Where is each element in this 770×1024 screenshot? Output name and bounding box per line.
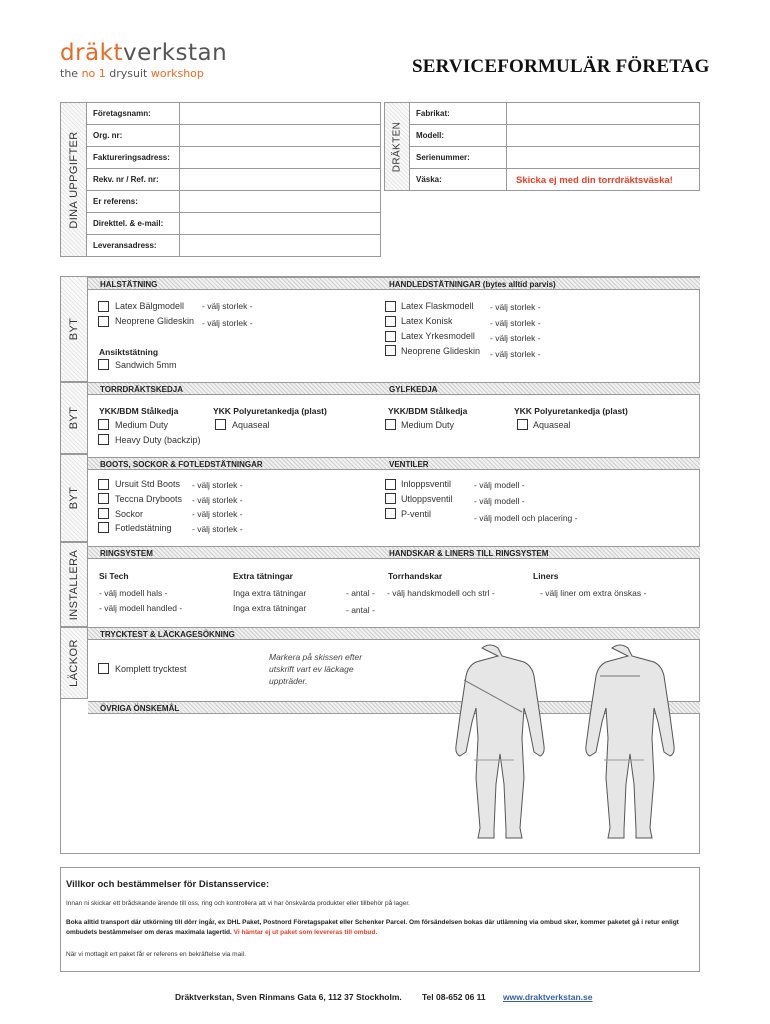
- ovriga-textarea[interactable]: [88, 715, 408, 853]
- select-modell-handled[interactable]: - välj modell handled -: [99, 603, 183, 613]
- field-rekv: Rekv. nr / Ref. nr:: [86, 168, 381, 191]
- checkbox-trycktest[interactable]: [98, 663, 109, 674]
- field-fabrikat: Fabrikat:: [409, 102, 700, 125]
- select-storlek-teccna[interactable]: - välj storlek -: [192, 495, 243, 505]
- header-halstatning: HALSTÄTNING: [88, 277, 377, 290]
- terms-p2: Boka alltid transport där utkörning till dörr ingår, ex DHL Paket, Postnord Företagspaket eller Schenker Parcel. Om försändelsen bokas där utlämning via ombud sker, kommer paketet gå i retur enligt ombudets bestämmelser om deras maximala lagertid. Vi hämtar ej ut paket som levereras till ombud.: [66, 919, 679, 936]
- byt-sidebar-2: BYT: [60, 382, 88, 454]
- checkbox-aquaseal-left[interactable]: [215, 419, 226, 430]
- input-leverans[interactable]: [179, 235, 380, 256]
- select-storlek-flask[interactable]: - välj storlek -: [490, 302, 541, 312]
- checkbox-fotled[interactable]: [98, 522, 109, 533]
- select-modell-hals[interactable]: - välj modell hals -: [99, 588, 168, 598]
- input-serienummer[interactable]: [506, 147, 699, 168]
- select-antal-1[interactable]: - antal -: [346, 588, 375, 598]
- select-storlek-ursuit[interactable]: - välj storlek -: [192, 480, 243, 490]
- select-storlek-neo-wrist[interactable]: - välj storlek -: [490, 349, 541, 359]
- select-storlek-konisk[interactable]: - välj storlek -: [490, 318, 541, 328]
- field-vaska: Väska:: [409, 168, 700, 191]
- checkbox-p-ventil[interactable]: [385, 508, 396, 519]
- checkbox-inlopp[interactable]: [385, 479, 396, 490]
- input-direkttel[interactable]: [179, 213, 380, 234]
- header-trycktest: TRYCKTEST & LÄCKAGESÖKNING: [88, 627, 700, 640]
- header-handledstatningar: HANDLEDSTÄTNINGAR (bytes alltid parvis): [377, 277, 700, 290]
- select-extra-1[interactable]: Inga extra tätningar: [233, 588, 307, 598]
- field-serienummer: Serienummer:: [409, 146, 700, 169]
- vaska-warning: Skicka ej med din torrdräktsväska!: [516, 175, 673, 186]
- field-leverans: Leveransadress:: [86, 234, 381, 257]
- footer-website-link[interactable]: www.draktverkstan.se: [503, 992, 593, 1002]
- drysuit-sketch[interactable]: [430, 640, 690, 852]
- select-antal-2[interactable]: - antal -: [346, 605, 375, 615]
- select-extra-2[interactable]: Inga extra tätningar: [233, 603, 307, 613]
- checkbox-neoprene-glideskin-wrist[interactable]: [385, 345, 396, 356]
- select-modell-utlopp[interactable]: - välj modell -: [474, 496, 525, 506]
- terms-p1: Innan ni skickar ett brådskande ärende till oss, ring och kontrollera att vi har önskvärda produkter eller tillbehör på lager.: [66, 900, 410, 907]
- header-handskar: HANDSKAR & LINERS TILL RINGSYSTEM: [377, 546, 700, 559]
- input-orgnr[interactable]: [179, 125, 380, 146]
- checkbox-latex-yrkes[interactable]: [385, 331, 396, 342]
- checkbox-aquaseal-right[interactable]: [517, 419, 528, 430]
- checkbox-medium-duty-left[interactable]: [98, 419, 109, 430]
- footer-tel: Tel 08-652 06 11: [422, 992, 486, 1002]
- header-torrdraktskedja: TORRDRÄKTSKEDJA: [88, 382, 377, 395]
- input-rekv[interactable]: [179, 169, 380, 190]
- select-storlek-fotled[interactable]: - välj storlek -: [192, 524, 243, 534]
- checkbox-ursuit-boots[interactable]: [98, 479, 109, 490]
- input-foretagsnamn[interactable]: [179, 103, 380, 124]
- checkbox-teccna[interactable]: [98, 493, 109, 504]
- header-ventiler: VENTILER: [377, 457, 700, 470]
- select-storlek-neoprene[interactable]: - välj storlek -: [202, 318, 253, 328]
- header-ringsystem: RINGSYSTEM: [88, 546, 377, 559]
- leak-note: Markera på skissen efter utskrift vart ev läckage uppträder.: [269, 652, 363, 686]
- installera-sidebar: INSTALLERA: [60, 542, 88, 627]
- byt-sidebar-3: BYT: [60, 454, 88, 542]
- page-title: SERVICEFORMULÄR FÖRETAG: [412, 56, 710, 77]
- checkbox-medium-duty-right[interactable]: [385, 419, 396, 430]
- drakten-sidebar: DRÄKTEN: [384, 102, 410, 191]
- input-modell[interactable]: [506, 125, 699, 146]
- field-faktura: Faktureringsadress:: [86, 146, 381, 169]
- header-boots: BOOTS, SOCKOR & FOTLEDSTÄTNINGAR: [88, 457, 377, 470]
- header-gylfkedja: GYLFKEDJA: [377, 382, 700, 395]
- field-foretagsnamn: Företagsnamn:: [86, 102, 381, 125]
- select-liner[interactable]: - välj liner om extra önskas -: [540, 588, 647, 598]
- field-modell: Modell:: [409, 124, 700, 147]
- checkbox-latex-balg[interactable]: [98, 301, 109, 312]
- checkbox-heavy-duty[interactable]: [98, 434, 109, 445]
- checkbox-latex-konisk[interactable]: [385, 316, 396, 327]
- select-modell-pventil[interactable]: - välj modell och placering -: [474, 513, 578, 523]
- byt-sidebar-1: BYT: [60, 276, 88, 382]
- checkbox-sockor[interactable]: [98, 508, 109, 519]
- select-storlek-balg[interactable]: - välj storlek -: [202, 301, 253, 311]
- input-faktura[interactable]: [179, 147, 380, 168]
- drysuit-back-icon: [586, 645, 674, 838]
- input-er-referens[interactable]: [179, 191, 380, 212]
- field-direkttel: Direkttel. & e-mail:: [86, 212, 381, 235]
- header-ovriga: ÖVRIGA ÖNSKEMÅL: [88, 701, 700, 714]
- checkbox-utlopp[interactable]: [385, 493, 396, 504]
- brand-logo: dräktverkstan: [60, 40, 228, 66]
- terms-title: Villkor och bestämmelser för Distansservice:: [66, 879, 270, 890]
- dina-uppgifter-sidebar: DINA UPPGIFTER: [60, 102, 87, 257]
- field-er-referens: Er referens:: [86, 190, 381, 213]
- footer-address: Dräktverkstan, Sven Rinmans Gata 6, 112 37 Stockholm.: [175, 992, 402, 1002]
- select-storlek-sockor[interactable]: - välj storlek -: [192, 509, 243, 519]
- drysuit-front-icon: [456, 645, 544, 838]
- checkbox-sandwich[interactable]: [98, 359, 109, 370]
- terms-p3: När vi mottagit ert paket får er referens en bekräftelse via mail.: [66, 951, 246, 958]
- select-modell-inlopp[interactable]: - välj modell -: [474, 480, 525, 490]
- select-storlek-yrkes[interactable]: - välj storlek -: [490, 333, 541, 343]
- input-fabrikat[interactable]: [506, 103, 699, 124]
- brand-tagline: the no 1 drysuit workshop: [60, 67, 204, 80]
- checkbox-latex-flask[interactable]: [385, 301, 396, 312]
- field-orgnr: Org. nr:: [86, 124, 381, 147]
- checkbox-neoprene-glideskin-neck[interactable]: [98, 316, 109, 327]
- select-handskmodell[interactable]: - välj handskmodell och strl -: [387, 588, 495, 598]
- lackor-sidebar: LÄCKOR: [60, 627, 88, 699]
